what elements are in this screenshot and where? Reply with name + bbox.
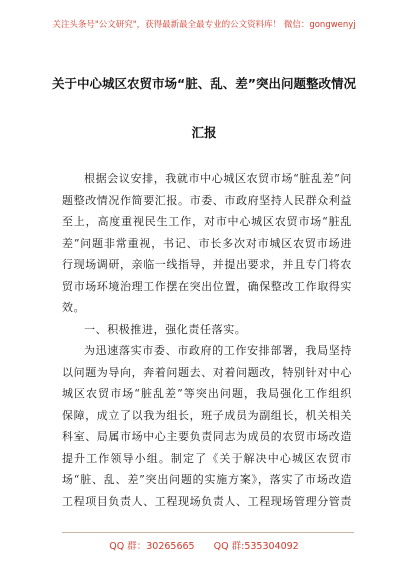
footer-contacts xyxy=(0,538,408,552)
footer-qq-group-1: QQ 群：30265665 xyxy=(109,541,195,552)
footer-qq-group-2: QQ 群:535304092 xyxy=(213,541,299,552)
section-heading: 一、积极推进，强化责任落实。 xyxy=(84,322,247,336)
footer-divider xyxy=(62,532,354,533)
document-body xyxy=(62,168,352,512)
document-title: 关于中心城区农贸市场“脏、乱、差”突出问题整改情况 xyxy=(52,76,356,91)
header-banner: 关注头条号"公文研究"，获得最新最全最专业的公文资料库！ 微信：gongwenyj xyxy=(52,20,356,30)
paragraph-intro: 根据会议安排，我就市中心城区农贸市场“脏乱差”问题整改情况作简要汇报。市委、市政府坚持人民群众利益至上，高度重视民生工作，对市中心城区农贸市场“脏乱差”问题非常重视，书记、市长多次对市城区农贸市场进行现场调研，亲临一线指导，并提出要求，并且专门将农贸市场环境治理工作摆在突出位置，确保整改工作取得实效。 xyxy=(62,172,352,314)
document-title-continued: 汇报 xyxy=(191,125,217,140)
paragraph-section-one: 为迅速落实市委、市政府的工作安排部署，我局坚持以问题为导向，奔着问题去、对着问题改，特别针对中心城区农贸市场“脏乱差”等突出问题，我局强化工作组织保障，成立了以我为组长，班子成员为副组长，机关相关科室、局属市场中心主要负责同志为成员的农贸市场改造提升工作领导小组。制定了《关于解决中心城区农贸市场“脏、乱、差”突出问题的实施方案》，落实了市场改造工程项目负责人、工程现场负责人、工程现场管理分管责 xyxy=(62,344,352,508)
